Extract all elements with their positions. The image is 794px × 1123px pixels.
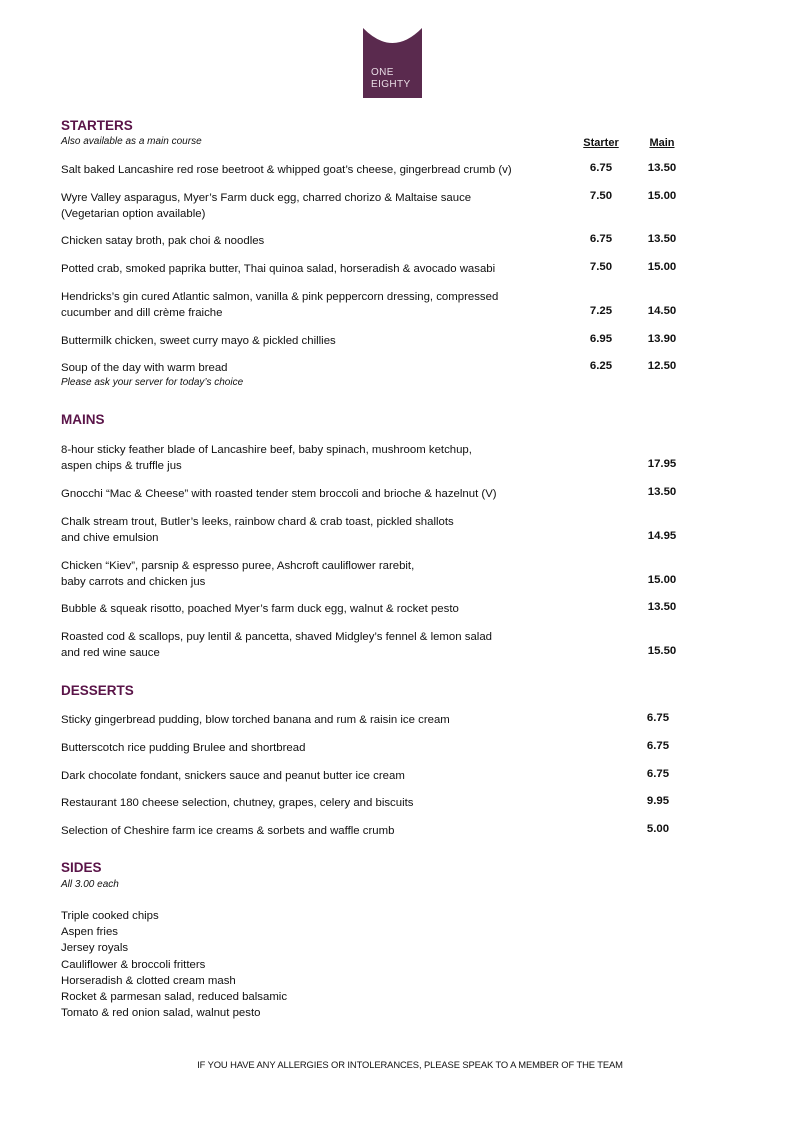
starter-item bbox=[61, 360, 551, 376]
logo-text-one: ONE bbox=[371, 67, 394, 78]
dessert-item bbox=[61, 740, 551, 756]
side-item: Jersey royals bbox=[61, 942, 129, 954]
item-description: Selection of Cheshire farm ice creams & sorbets and waffle crumb bbox=[61, 825, 395, 837]
starter-price: 7.25 bbox=[589, 305, 613, 317]
item-description: Dark chocolate fondant, snickers sauce and peanut butter ice cream bbox=[61, 770, 405, 782]
main-item bbox=[61, 558, 551, 590]
item-description: Chicken “Kiev”, parsnip & espresso puree, Ashcroft cauliflower rarebit, bbox=[61, 560, 415, 572]
dessert-item bbox=[61, 768, 551, 784]
main-price: 13.50 bbox=[647, 601, 677, 613]
item-description: Restaurant 180 cheese selection, chutney, grapes, celery and biscuits bbox=[61, 797, 414, 809]
main-price: 15.50 bbox=[647, 645, 677, 657]
main-item bbox=[61, 601, 551, 617]
side-item: Cauliflower & broccoli fritters bbox=[61, 959, 206, 971]
item-description-line2: (Vegetarian option available) bbox=[61, 208, 206, 220]
item-description-line2: and chive emulsion bbox=[61, 532, 159, 544]
item-description: 8-hour sticky feather blade of Lancashire beef, baby spinach, mushroom ketchup, bbox=[61, 444, 472, 456]
starter-item bbox=[61, 190, 551, 222]
sides-heading: SIDES bbox=[61, 860, 102, 875]
main-price: 15.00 bbox=[647, 190, 677, 202]
item-description: Butterscotch rice pudding Brulee and shortbread bbox=[61, 742, 306, 754]
starter-price: 6.95 bbox=[589, 333, 613, 345]
item-description: Salt baked Lancashire red rose beetroot & whipped goat’s cheese, gingerbread crumb (v) bbox=[61, 164, 512, 176]
starter-item bbox=[61, 289, 551, 321]
main-item bbox=[61, 629, 551, 661]
dessert-price: 6.75 bbox=[646, 768, 670, 780]
item-description: Gnocchi “Mac & Cheese” with roasted tender stem broccoli and brioche & hazelnut (V) bbox=[61, 488, 497, 500]
main-item bbox=[61, 486, 551, 502]
item-description: Soup of the day with warm bread bbox=[61, 362, 228, 374]
item-description: Chicken satay broth, pak choi & noodles bbox=[61, 235, 265, 247]
main-price: 12.50 bbox=[647, 360, 677, 372]
item-description-line2: baby carrots and chicken jus bbox=[61, 576, 206, 588]
starter-item bbox=[61, 233, 551, 249]
main-price: 13.50 bbox=[647, 233, 677, 245]
main-item bbox=[61, 514, 551, 546]
starter-item bbox=[61, 261, 551, 277]
allergy-footer: IF YOU HAVE ANY ALLERGIES OR INTOLERANCES, PLEASE SPEAK TO A MEMBER OF THE TEAM bbox=[197, 1059, 623, 1070]
side-item: Aspen fries bbox=[61, 926, 118, 938]
main-price: 13.90 bbox=[647, 333, 677, 345]
main-price: 15.00 bbox=[647, 261, 677, 273]
mains-heading: MAINS bbox=[61, 412, 105, 427]
main-column-header: Main bbox=[649, 137, 675, 149]
dessert-item bbox=[61, 712, 551, 728]
soup-note: Please ask your server for today’s choice bbox=[61, 377, 244, 388]
main-price: 13.50 bbox=[647, 486, 677, 498]
starter-price: 6.25 bbox=[589, 360, 613, 372]
item-description-line2: aspen chips & truffle jus bbox=[61, 460, 182, 472]
item-description: Buttermilk chicken, sweet curry mayo & pickled chillies bbox=[61, 335, 336, 347]
logo-text-eighty: EIGHTY bbox=[371, 79, 411, 90]
starters-note: Also available as a main course bbox=[61, 136, 202, 147]
side-item: Horseradish & clotted cream mash bbox=[61, 975, 236, 987]
item-description: Sticky gingerbread pudding, blow torched banana and rum & raisin ice cream bbox=[61, 714, 450, 726]
item-description: Potted crab, smoked paprika butter, Thai quinoa salad, horseradish & avocado wasabi bbox=[61, 263, 496, 275]
item-description: Wyre Valley asparagus, Myer’s Farm duck egg, charred chorizo & Maltaise sauce bbox=[61, 192, 472, 204]
dessert-item bbox=[61, 795, 551, 811]
main-price: 17.95 bbox=[647, 458, 677, 470]
starters-heading: STARTERS bbox=[61, 118, 133, 133]
main-price: 15.00 bbox=[647, 574, 677, 586]
starter-price: 6.75 bbox=[589, 162, 613, 174]
dessert-price: 5.00 bbox=[646, 823, 670, 835]
starter-column-header: Starter bbox=[583, 137, 619, 149]
main-price: 13.50 bbox=[647, 162, 677, 174]
dessert-price: 6.75 bbox=[646, 740, 670, 752]
dessert-item bbox=[61, 823, 551, 839]
starter-item bbox=[61, 333, 551, 349]
side-item: Rocket & parmesan salad, reduced balsamic bbox=[61, 991, 288, 1003]
sides-note: All 3.00 each bbox=[61, 879, 119, 890]
item-description-line2: and red wine sauce bbox=[61, 647, 160, 659]
starter-price: 7.50 bbox=[589, 190, 613, 202]
main-item bbox=[61, 442, 551, 474]
starter-price: 6.75 bbox=[589, 233, 613, 245]
item-description: Roasted cod & scallops, puy lentil & pancetta, shaved Midgley’s fennel & lemon salad bbox=[61, 631, 492, 643]
side-item: Tomato & red onion salad, walnut pesto bbox=[61, 1007, 261, 1019]
item-description: Bubble & squeak risotto, poached Myer’s farm duck egg, walnut & rocket pesto bbox=[61, 603, 459, 615]
main-price: 14.95 bbox=[647, 530, 677, 542]
item-description-line2: cucumber and dill crème fraiche bbox=[61, 307, 223, 319]
starter-item bbox=[61, 162, 551, 178]
desserts-heading: DESSERTS bbox=[61, 683, 134, 698]
dessert-price: 9.95 bbox=[646, 795, 670, 807]
main-price: 14.50 bbox=[647, 305, 677, 317]
item-description: Hendricks’s gin cured Atlantic salmon, vanilla & pink peppercorn dressing, compressed bbox=[61, 291, 499, 303]
side-item: Triple cooked chips bbox=[61, 910, 159, 922]
item-description: Chalk stream trout, Butler’s leeks, rainbow chard & crab toast, pickled shallots bbox=[61, 516, 454, 528]
one-eighty-logo bbox=[363, 28, 422, 98]
dessert-price: 6.75 bbox=[646, 712, 670, 724]
starter-price: 7.50 bbox=[589, 261, 613, 273]
